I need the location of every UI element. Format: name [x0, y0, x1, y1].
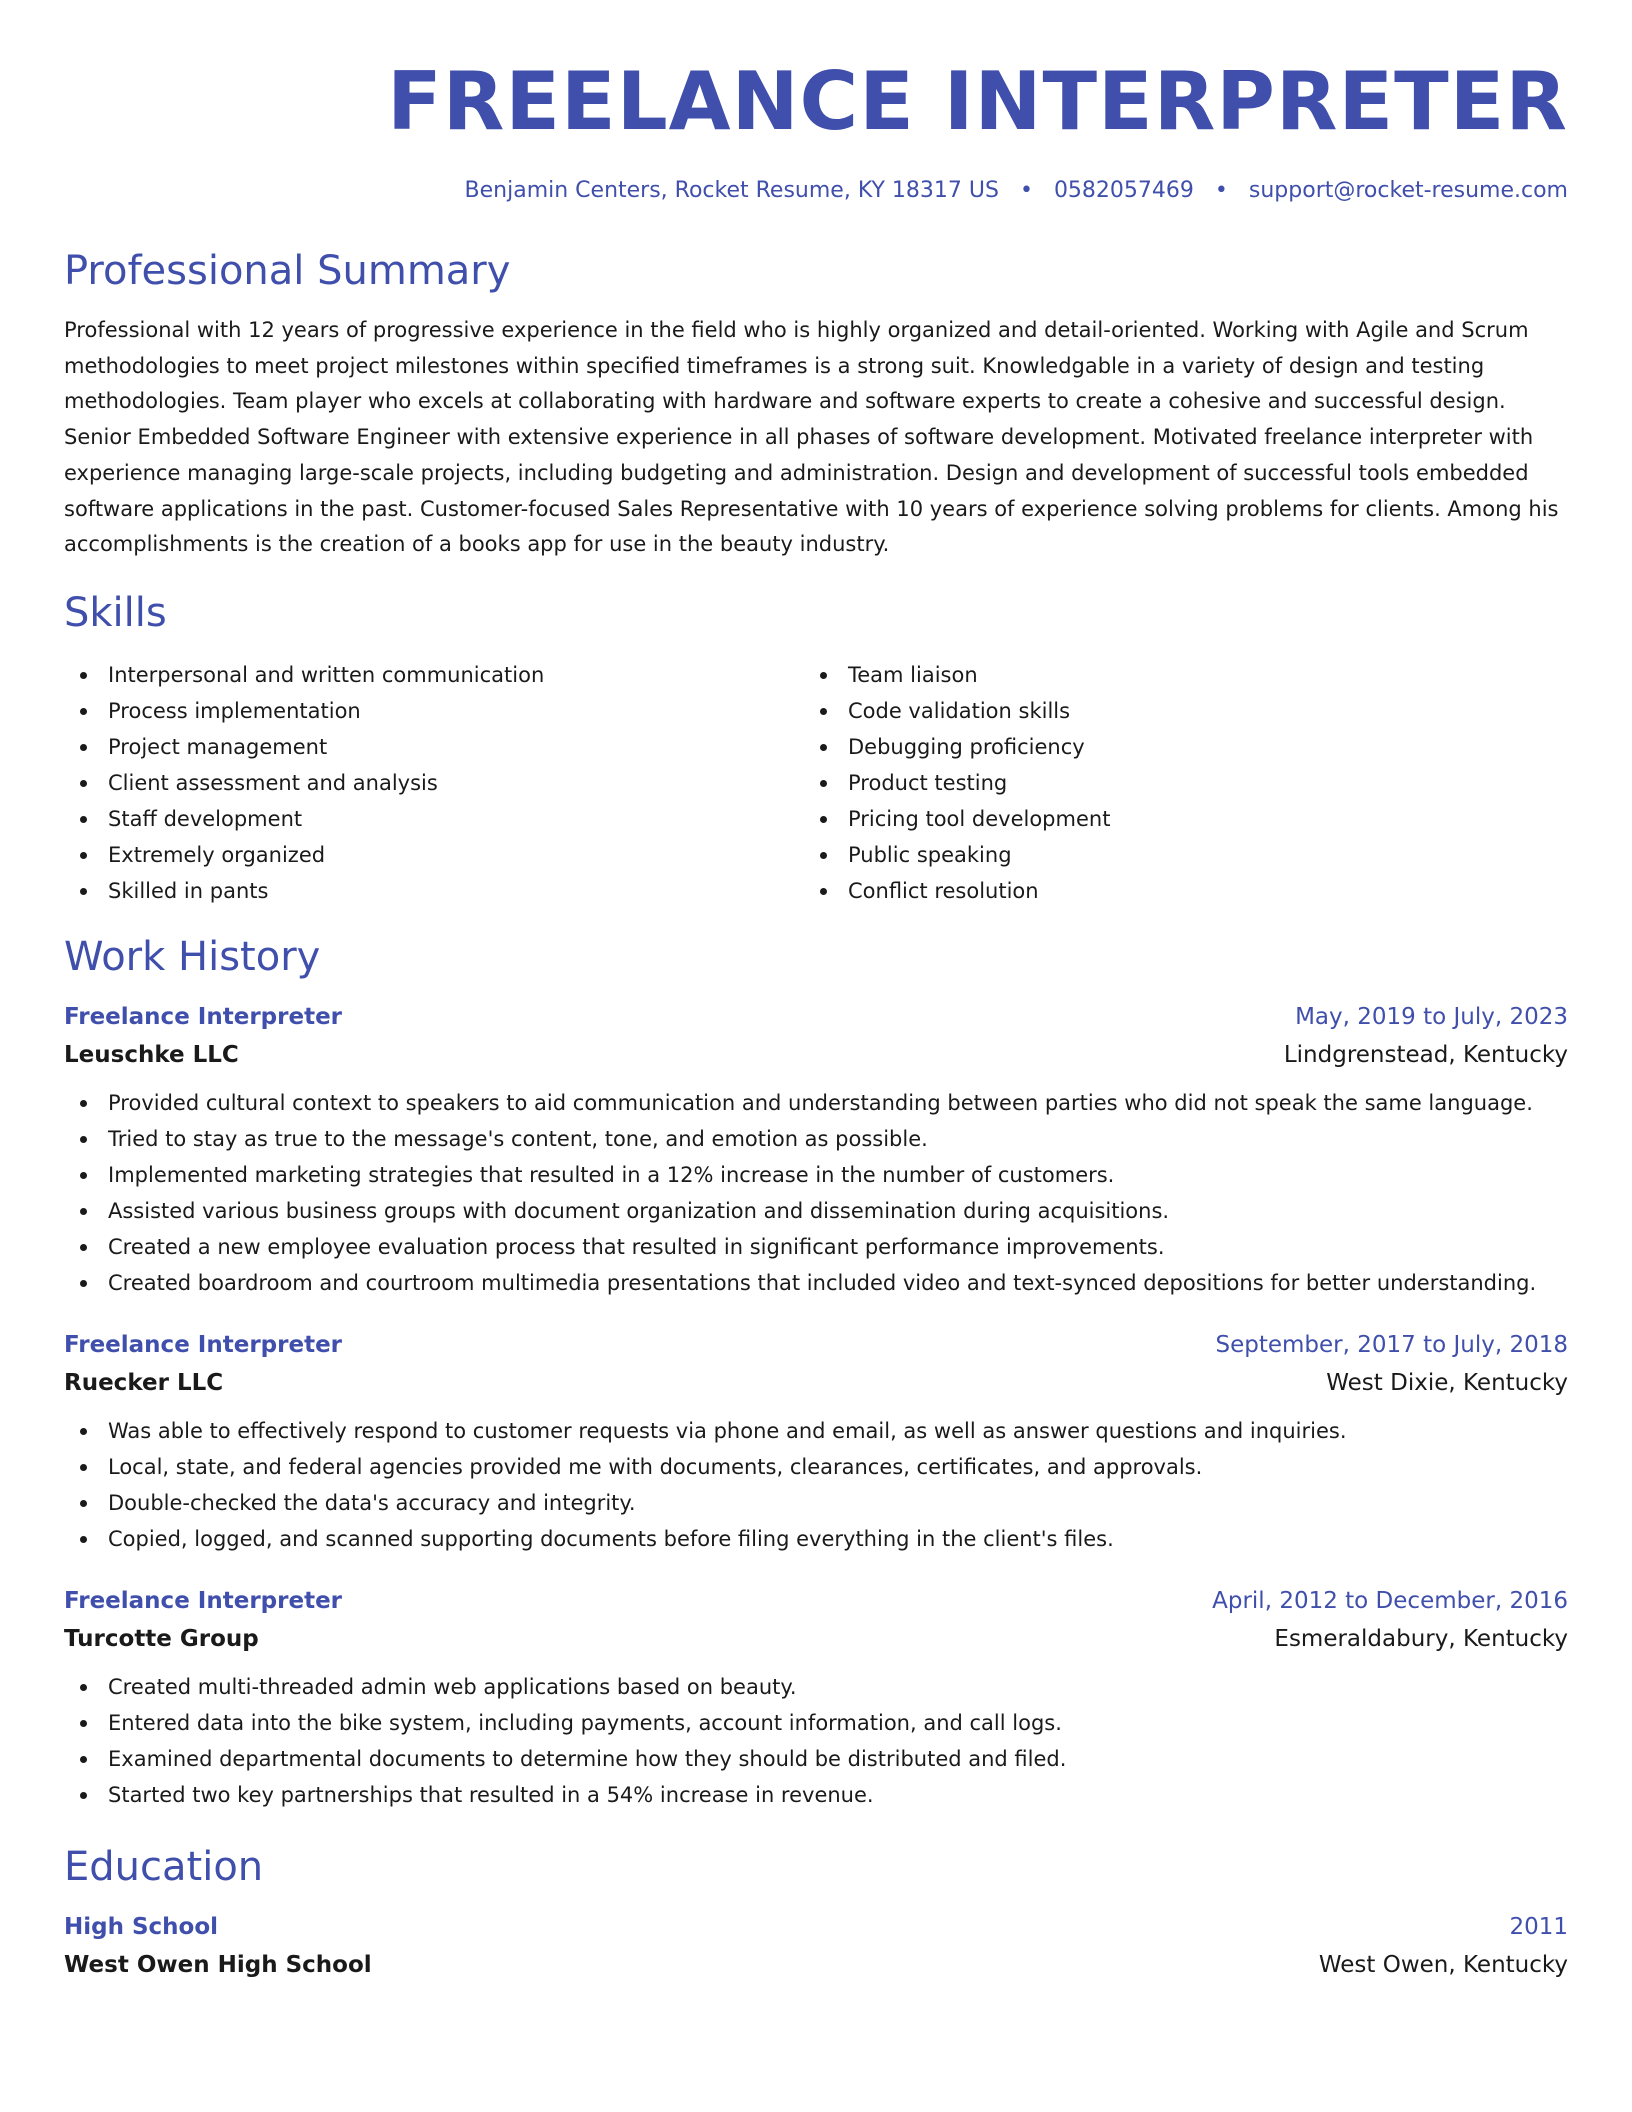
job-dates: September, 2017 to July, 2018 [1215, 1331, 1568, 1358]
job-bullets [64, 1085, 1568, 1301]
job-company: Turcotte Group [64, 1625, 259, 1652]
job-title: Freelance Interpreter [64, 1003, 343, 1030]
skill-item: Extremely organized [64, 837, 804, 873]
skill-item: Project management [64, 729, 804, 765]
contact-phone: 0582057469 [1053, 178, 1194, 203]
job-dates: April, 2012 to December, 2016 [1212, 1587, 1568, 1614]
resume-header [64, 48, 1568, 203]
job-bullet: Assisted various business groups with document organization and dissemination during acquisitions. [64, 1193, 1568, 1229]
skills-grid [64, 657, 1568, 909]
job-title-row [64, 1583, 1568, 1619]
job-bullet: Tried to stay as true to the message's content, tone, and emotion as possible. [64, 1121, 1568, 1157]
job-entry [64, 1327, 1568, 1557]
job-bullet: Implemented marketing strategies that resulted in a 12% increase in the number of customers. [64, 1157, 1568, 1193]
job-bullet: Was able to effectively respond to customer requests via phone and email, as well as answer questions and inquiries. [64, 1413, 1568, 1449]
job-bullet: Entered data into the bike system, including payments, account information, and call logs. [64, 1705, 1568, 1741]
job-bullet: Created a new employee evaluation process that resulted in significant performance improvements. [64, 1229, 1568, 1265]
skills-heading: Skills [64, 589, 167, 636]
job-title: Freelance Interpreter [64, 1587, 343, 1614]
contact-email: support@rocket-resume.com [1248, 178, 1568, 203]
skills-right-column [804, 657, 1544, 909]
job-bullets [64, 1669, 1568, 1813]
job-bullet: Started two key partnerships that resulted in a 54% increase in revenue. [64, 1777, 1568, 1813]
contact-address: Benjamin Centers, Rocket Resume, KY 18317 US [464, 178, 999, 203]
summary-section [64, 247, 1568, 563]
skill-item: Pricing tool development [804, 801, 1544, 837]
candidate-name: FREELANCE INTERPRETER [387, 55, 1568, 148]
job-bullet: Copied, logged, and scanned supporting documents before filing everything in the client's files. [64, 1521, 1568, 1557]
job-company-row [64, 1035, 1568, 1075]
contact-separator: • [1214, 178, 1228, 203]
job-bullet: Double-checked the data's accuracy and integrity. [64, 1485, 1568, 1521]
job-company: Ruecker LLC [64, 1369, 224, 1396]
skills-left-column [64, 657, 804, 909]
work-history-heading: Work History [64, 933, 321, 980]
job-dates: May, 2019 to July, 2023 [1295, 1003, 1568, 1030]
skill-item: Process implementation [64, 693, 804, 729]
job-location: West Dixie, Kentucky [1326, 1369, 1568, 1396]
skill-item: Conflict resolution [804, 873, 1544, 909]
skill-item: Code validation skills [804, 693, 1544, 729]
education-entry [64, 1909, 1568, 1985]
job-entry [64, 1583, 1568, 1813]
education-section [64, 1843, 1568, 1985]
job-company-row [64, 1363, 1568, 1403]
education-school: West Owen High School [64, 1951, 372, 1978]
skill-item: Client assessment and analysis [64, 765, 804, 801]
job-bullet: Provided cultural context to speakers to aid communication and understanding between parties who did not speak the same language. [64, 1085, 1568, 1121]
skill-item: Team liaison [804, 657, 1544, 693]
summary-text: Professional with 12 years of progressive experience in the field who is highly organized and detail-oriented. Working with Agile and Scrum methodologies to meet project milestones within specified timeframes is a strong suit. Knowledgable in a variety of design and testing methodologies. Team player who excels at collaborating with hardware and software experts to create a cohesive and successful design. Senior Embedded Software Engineer with extensive experience in all phases of software development. Motivated freelance interpreter with experience managing large-scale projects, including budgeting and administration. Design and development of successful tools embedded software applications in the past. Customer-focused Sales Representative with 10 years of experience solving problems for clients. Among his accomplishments is the creation of a books app for use in the beauty industry. [64, 318, 1559, 557]
education-heading: Education [64, 1843, 264, 1890]
education-school-row [64, 1945, 1568, 1985]
education-year: 2011 [1509, 1913, 1568, 1940]
education-degree: High School [64, 1913, 219, 1940]
skill-item: Interpersonal and written communication [64, 657, 804, 693]
job-bullet: Created boardroom and courtroom multimedia presentations that included video and text-synced depositions for better understanding. [64, 1265, 1568, 1301]
skill-item: Product testing [804, 765, 1544, 801]
job-title-row [64, 1327, 1568, 1363]
education-location: West Owen, Kentucky [1318, 1951, 1568, 1978]
job-bullet: Local, state, and federal agencies provided me with documents, clearances, certificates, and approvals. [64, 1449, 1568, 1485]
job-title: Freelance Interpreter [64, 1331, 343, 1358]
job-location: Lindgrenstead, Kentucky [1283, 1041, 1568, 1068]
job-bullets [64, 1413, 1568, 1557]
summary-heading: Professional Summary [64, 248, 511, 294]
job-company-row [64, 1619, 1568, 1659]
education-degree-row [64, 1909, 1568, 1945]
contact-line [64, 178, 1568, 203]
job-company: Leuschke LLC [64, 1041, 239, 1068]
job-bullet: Examined departmental documents to determine how they should be distributed and filed. [64, 1741, 1568, 1777]
skills-section [64, 589, 1568, 909]
job-bullet: Created multi-threaded admin web applications based on beauty. [64, 1669, 1568, 1705]
skill-item: Public speaking [804, 837, 1544, 873]
contact-separator: • [1019, 178, 1033, 203]
work-history-section [64, 933, 1568, 1813]
job-title-row [64, 999, 1568, 1035]
skill-item: Debugging proficiency [804, 729, 1544, 765]
job-location: Esmeraldabury, Kentucky [1274, 1625, 1568, 1652]
skill-item: Skilled in pants [64, 873, 804, 909]
skill-item: Staff development [64, 801, 804, 837]
job-entry [64, 999, 1568, 1301]
